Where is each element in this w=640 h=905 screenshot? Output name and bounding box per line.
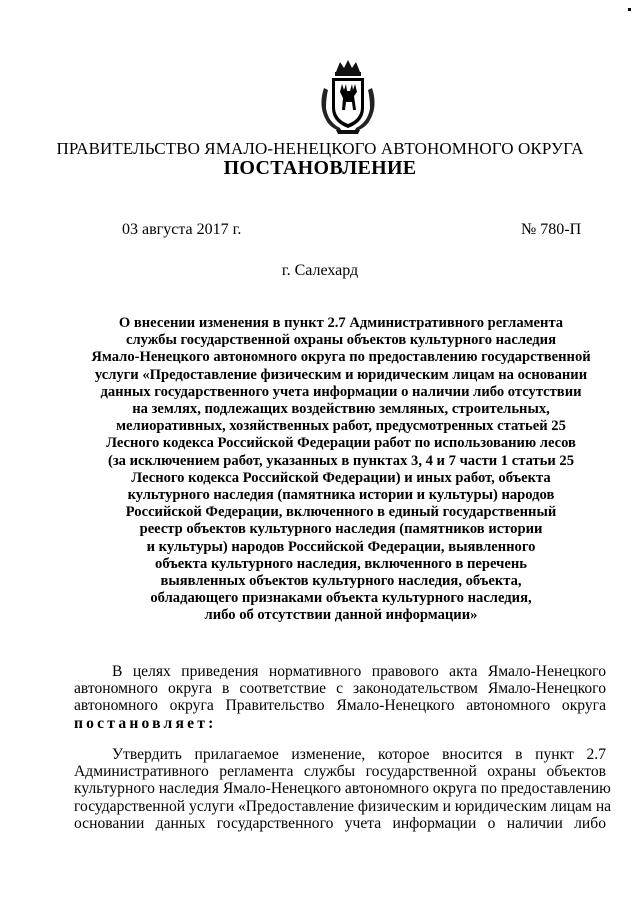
title-line: на землях, подлежащих воздействию земляных, строительных, — [132, 401, 550, 418]
title-line: и культуры) народов Российской Федерации, выявленного — [146, 538, 536, 555]
document-title — [80, 315, 602, 625]
title-line: Российской Федерации, включенного в единый государственный — [125, 504, 557, 521]
title-line: выявленных объектов культурного наследия, объекта, — [160, 573, 522, 590]
title-line: службы государственной охраны объектов культурного наследия — [126, 332, 556, 349]
paragraph-line: автономного округа Правительство Ямало-Ненецкого автономного округа — [74, 697, 606, 715]
document-type: ПОСТАНОВЛЕНИЕ — [223, 157, 417, 179]
paragraph-line: Административного регламента службы государственной охраны объектов — [74, 763, 606, 781]
paragraph-line: основании данных государственного учета информации о наличии либо — [74, 814, 606, 832]
title-line: обладающего признаками объекта культурного наследия, — [150, 590, 532, 607]
document-number: № 780-П — [521, 221, 582, 238]
title-line: услуги «Предоставление физическим и юридическим лицам на основании — [94, 366, 588, 383]
title-line: Лесного кодекса Российской Федерации работ по использованию лесов — [106, 435, 576, 452]
document-city: г. Салехард — [281, 262, 359, 279]
scan-mark — [628, 8, 631, 11]
title-line: (за исключением работ, указанных в пунктах 3, 4 и 7 части 1 статьи 25 — [107, 452, 575, 469]
title-line: либо об отсутствии данной информации» — [204, 607, 478, 624]
organization-name: ПРАВИТЕЛЬСТВО ЯМАЛО-НЕНЕЦКОГО АВТОНОМНОГО ОКРУГА — [56, 139, 584, 158]
title-line: О внесении изменения в пункт 2.7 Административного регламента — [118, 315, 564, 331]
preamble-paragraph — [74, 663, 606, 732]
resolution-paragraph — [74, 746, 612, 832]
paragraph-line: государственной услуги «Предоставление физическим и юридическим лицам на — [74, 797, 612, 815]
title-line: реестр объектов культурного наследия (памятников истории — [139, 521, 543, 538]
document-date: 03 августа 2017 г. — [122, 221, 242, 238]
title-line: Лесного кодекса Российской Федерации) и иных работ, объекта — [131, 469, 551, 486]
decision-word: постановляет: — [74, 714, 217, 732]
title-line: данных государственного учета информации о наличии либо отсутствии — [100, 383, 582, 400]
title-line: мелиоративных, хозяйственных работ, предусмотренных статьей 25 — [116, 418, 566, 435]
paragraph-line: культурного наследия Ямало-Ненецкого автономного округа по предоставлению — [74, 780, 611, 798]
title-line: объекта культурного наследия, включенного в перечень — [155, 555, 527, 572]
paragraph-line: В целях приведения нормативного правового акта Ямало-Ненецкого — [112, 663, 606, 680]
paragraph-line: автономного округа в соответствие с законодательством Ямало-Ненецкого — [74, 680, 606, 698]
title-line: культурного наследия (памятника истории и культуры) народов — [127, 487, 555, 504]
paragraph-line: Утвердить прилагаемое изменение, которое вносится в пункт 2.7 — [112, 746, 606, 763]
coat-of-arms-icon — [316, 58, 380, 136]
title-line: Ямало-Ненецкого автономного округа по предоставлению государственной — [91, 349, 591, 366]
